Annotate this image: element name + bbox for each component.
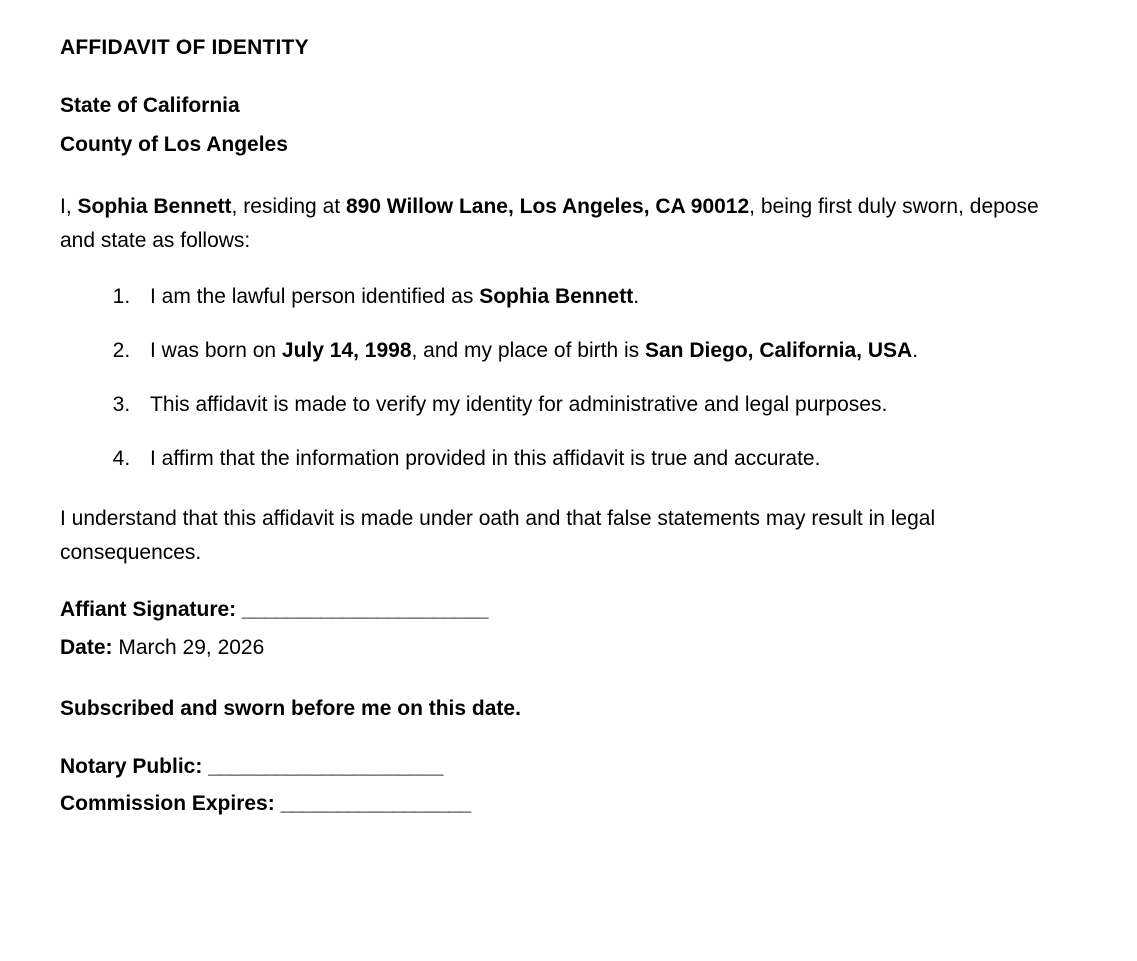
affiant-signature-rule[interactable]: ______________________	[242, 598, 488, 622]
county-line: County of Los Angeles	[60, 132, 288, 156]
claim-1-bold: Sophia Bennett	[479, 285, 634, 309]
commission-expires-label: Commission Expires:	[60, 792, 275, 816]
date-line	[60, 632, 1077, 664]
affiant-address: 890 Willow Lane, Los Angeles, CA 90012	[345, 195, 750, 219]
intro-prefix: I,	[60, 195, 78, 219]
notary-block	[60, 751, 1077, 820]
notary-public-rule[interactable]: _____________________	[208, 754, 443, 778]
claim-1-prefix: I am the lawful person identified as	[150, 285, 480, 309]
claim-2-prefix: I was born on	[150, 339, 282, 363]
list-item	[136, 334, 1077, 368]
sworn-statement: Subscribed and sworn before me on this date.	[60, 697, 521, 721]
claims-list	[60, 280, 1077, 476]
claim-2-birthplace: San Diego, California, USA	[644, 339, 913, 363]
list-item	[136, 388, 1077, 422]
notary-public-line	[60, 751, 1077, 783]
affiant-signature-label: Affiant Signature:	[60, 598, 237, 622]
commission-expires-line	[60, 788, 1077, 820]
intro-paragraph	[60, 190, 1060, 258]
date-label: Date:	[60, 635, 113, 659]
affiant-name: Sophia Bennett	[77, 195, 232, 219]
claim-3-text: This affidavit is made to verify my identity for administrative and legal purposes.	[150, 393, 888, 417]
list-item	[136, 280, 1077, 314]
claim-2-suffix: .	[912, 339, 919, 363]
signature-block	[60, 594, 1077, 663]
claims-section	[60, 280, 1077, 476]
page-title: AFFIDAVIT OF IDENTITY	[60, 36, 309, 59]
notary-public-label: Notary Public:	[60, 754, 203, 778]
claim-1-suffix: .	[633, 285, 640, 309]
affiant-signature-line	[60, 594, 1077, 626]
state-line: State of California	[60, 94, 240, 118]
oath-paragraph: I understand that this affidavit is made under oath and that false statements may result in legal consequences.	[60, 507, 936, 565]
commission-expires-rule[interactable]: _________________	[280, 792, 471, 816]
list-item	[136, 442, 1077, 476]
intro-suffix: , being first duly sworn, depose and state as follows:	[60, 195, 1039, 253]
date-value: March 29, 2026	[118, 635, 265, 659]
claim-4-text: I affirm that the information provided in this affidavit is true and accurate.	[150, 447, 821, 471]
claim-2-middle: , and my place of birth is	[411, 339, 645, 363]
claim-2-birthdate: July 14, 1998	[281, 339, 412, 363]
intro-middle: , residing at	[231, 195, 346, 219]
